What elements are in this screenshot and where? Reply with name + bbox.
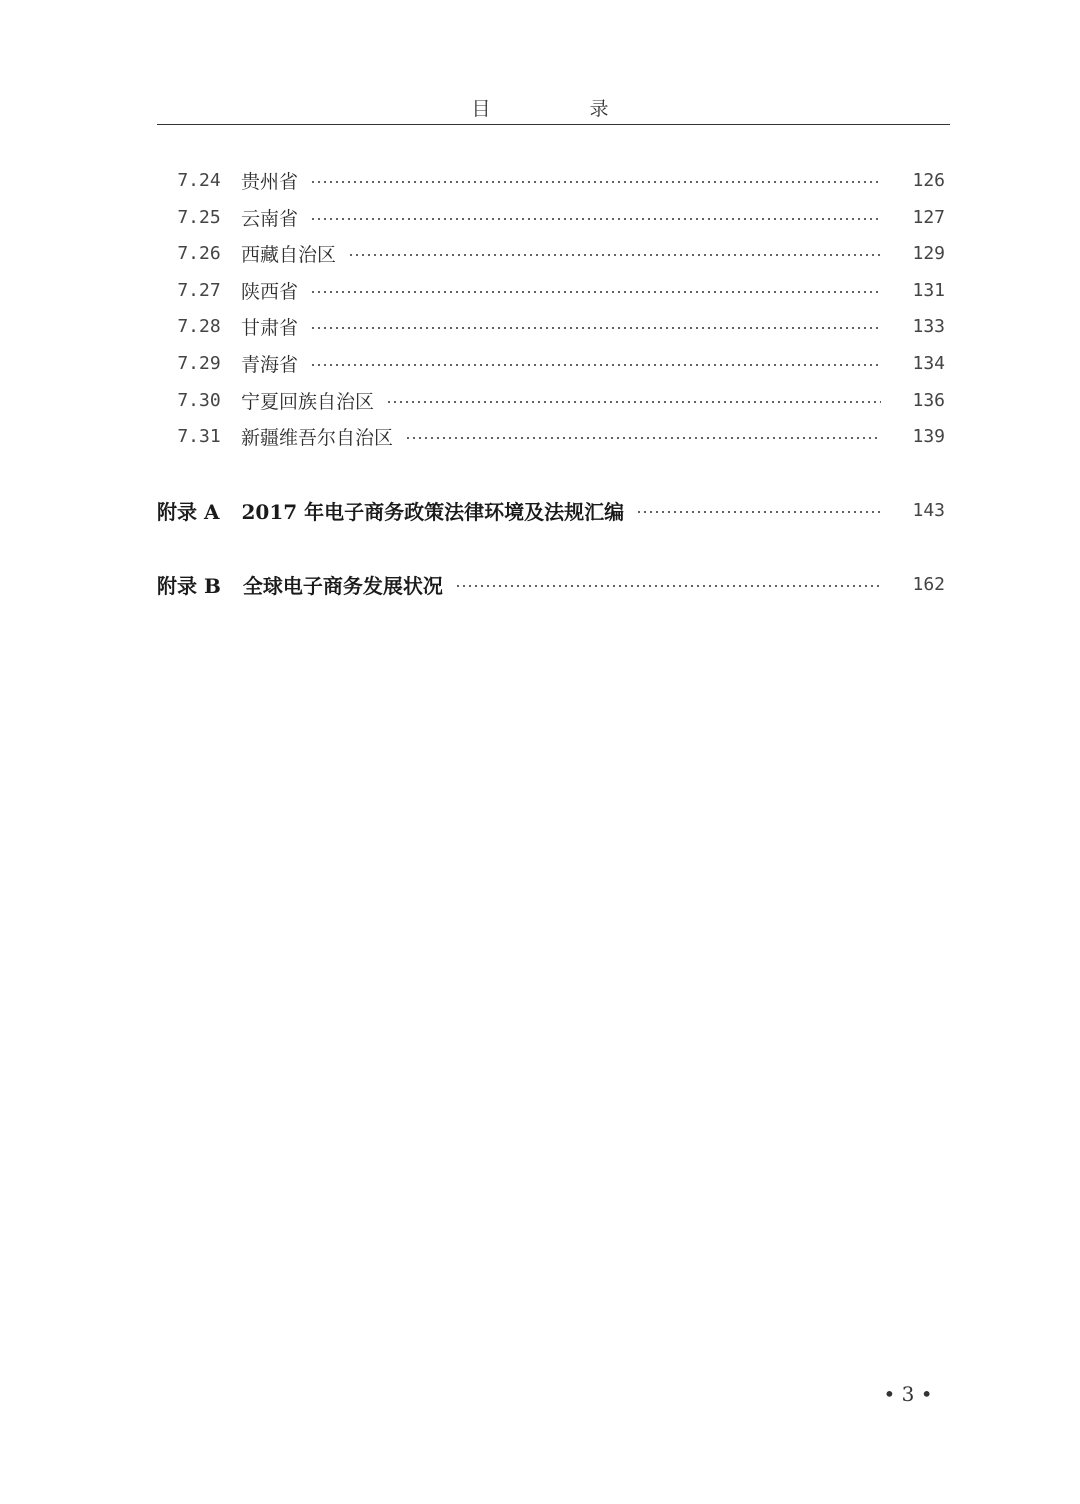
dot-leader: [348, 254, 881, 256]
toc-entry-title: 青海省: [241, 353, 299, 376]
dot-leader: [310, 181, 881, 183]
toc-entry[interactable]: [157, 165, 945, 195]
toc-entry-number: 7.28: [177, 315, 221, 337]
appendix-label: 附录 A: [157, 499, 220, 524]
toc-entry-page: 136: [912, 389, 945, 411]
toc-entry[interactable]: [157, 421, 945, 451]
appendix-label: 附录 B: [157, 573, 221, 598]
dot-leader: [310, 218, 881, 220]
page-header-title: 目 录: [471, 98, 649, 120]
toc-entry-number: 7.31: [177, 425, 221, 447]
toc-entry-number: 7.26: [177, 242, 221, 264]
appendix-page: 162: [912, 573, 945, 595]
toc-entry-title: 西藏自治区: [241, 243, 337, 266]
header-rule: [157, 124, 950, 125]
toc-entry-number: 7.27: [177, 279, 221, 301]
page-number: • 3 •: [883, 1382, 933, 1406]
dot-leader: [405, 437, 881, 439]
appendix-page: 143: [912, 499, 945, 521]
toc-entry-page: 126: [912, 169, 945, 191]
toc-entry-title: 宁夏回族自治区: [241, 390, 375, 413]
dot-leader: [310, 364, 881, 366]
dot-leader: [310, 291, 881, 293]
toc-entry-title: 陕西省: [241, 280, 299, 303]
toc-entry-page: 134: [912, 352, 945, 374]
toc-entry-number: 7.29: [177, 352, 221, 374]
dot-leader: [455, 585, 881, 587]
appendix-title: 全球电子商务发展状况: [242, 573, 443, 598]
appendix-title: 2017 年电子商务政策法律环境及法规汇编: [241, 499, 625, 524]
toc-entry-page: 133: [912, 315, 945, 337]
toc-entry-number: 7.25: [177, 206, 221, 228]
toc-entry-title: 甘肃省: [241, 316, 299, 339]
toc-entry[interactable]: [157, 348, 945, 378]
dot-leader: [310, 327, 881, 329]
dot-leader: [386, 401, 881, 403]
toc-entry[interactable]: [157, 311, 945, 341]
toc-entry-title: 云南省: [241, 207, 299, 230]
toc-entry-title: 新疆维吾尔自治区: [241, 426, 394, 449]
toc-entry[interactable]: [157, 385, 945, 415]
toc-entry[interactable]: [157, 202, 945, 232]
toc-entry-page: 139: [912, 425, 945, 447]
toc-entry-page: 131: [912, 279, 945, 301]
toc-entry[interactable]: [157, 238, 945, 268]
toc-entry[interactable]: [157, 275, 945, 305]
toc-entry-number: 7.24: [177, 169, 221, 191]
toc-entry-title: 贵州省: [241, 170, 299, 193]
toc-appendix-a[interactable]: [157, 495, 945, 525]
dot-leader: [636, 511, 881, 513]
toc-appendix-b[interactable]: [157, 569, 945, 599]
toc-entry-page: 127: [912, 206, 945, 228]
toc-entry-page: 129: [912, 242, 945, 264]
toc-entry-number: 7.30: [177, 389, 221, 411]
